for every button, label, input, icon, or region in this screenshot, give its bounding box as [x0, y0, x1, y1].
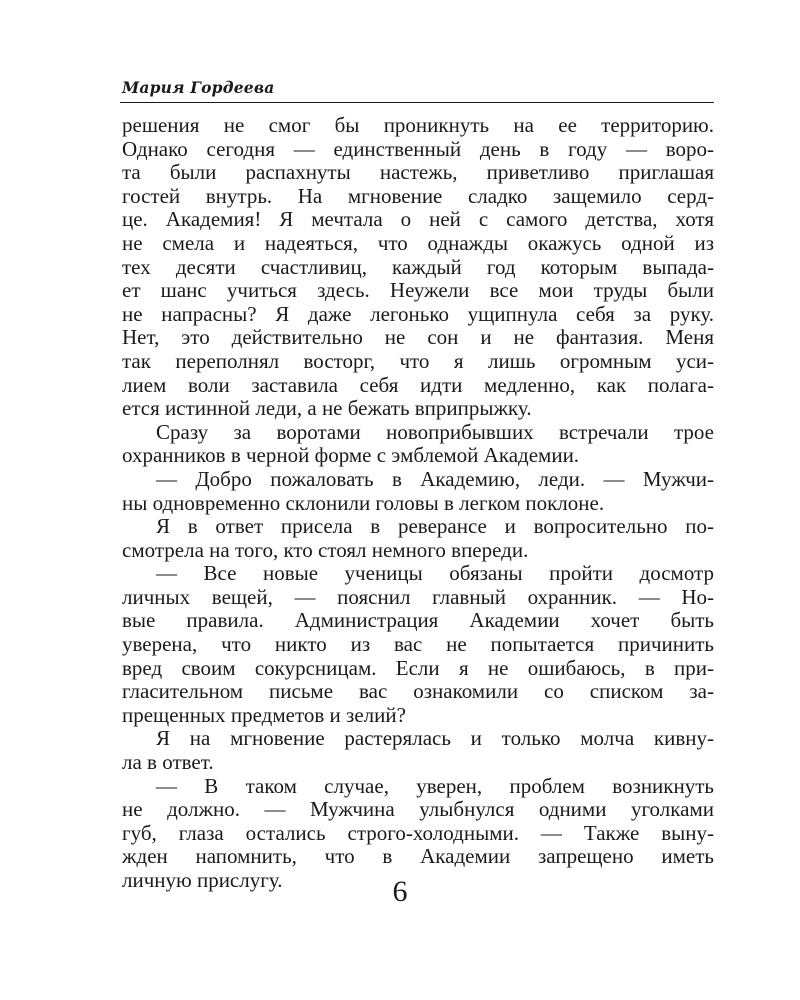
text-line: ла в ответ.: [122, 750, 214, 775]
text-line: гостей внутрь. На мгновение сладко защемило серд-: [122, 183, 714, 208]
text-line: вред своим сокурсницам. Если я не ошибаюсь, в при-: [122, 655, 714, 680]
text-line: — В таком случае, уверен, проблем возникнуть: [156, 773, 714, 798]
text-line: — Добро пожаловать в Академию, леди. — Мужчи-: [156, 466, 714, 491]
body-text: [122, 114, 714, 893]
text-line: губ, глаза остались строго-холодными. — Также выну-: [122, 820, 714, 845]
text-line: Я на мгновение растерялась и только молча кивну-: [156, 726, 714, 751]
text-line: тех десяти счастливиц, каждый год которым выпада-: [122, 254, 714, 279]
text-line: уверена, что никто из вас не попытается причинить: [122, 632, 714, 657]
text-line: та были распахнуты настежь, приветливо приглашая: [122, 160, 714, 185]
running-head: [122, 78, 714, 100]
text-line: личную прислугу.: [122, 868, 283, 892]
text-line: прещенных предметов и зелий?: [122, 702, 406, 727]
text-line: не напрасны? Я даже легонько ущипнула себя за руку.: [122, 301, 714, 326]
text-line: це. Академия! Я мечтала о ней с самого детства, хотя: [122, 207, 714, 232]
text-line: вые правила. Администрация Академии хочет быть: [122, 608, 714, 633]
text-line: жден напомнить, что в Академии запрещено иметь: [122, 844, 714, 869]
text-line: охранников в черной форме с эмблемой Академии.: [122, 443, 580, 468]
text-line: лием воли заставила себя идти медленно, как полага-: [122, 372, 714, 397]
text-line: так переполнял восторг, что я лишь огромным уси-: [122, 348, 714, 373]
text-line: Сразу за воротами новоприбывших встречали трое: [156, 419, 714, 444]
text-line: ется истинной леди, а не бежать вприпрыжку.: [122, 396, 532, 421]
text-line: ны одновременно склонили головы в легком поклоне.: [122, 490, 605, 515]
text-line: смотрела на того, кто стоял немного впереди.: [122, 537, 529, 562]
page-number: 6: [392, 875, 408, 908]
text-line: не смела и надеяться, что однажды окажусь одной из: [122, 230, 714, 255]
header-rule: [120, 102, 714, 103]
text-line: Нет, это действительно не сон и не фантазия. Меня: [122, 325, 714, 350]
text-line: гласительном письме вас ознакомили со списком за-: [122, 679, 714, 704]
author-name: Мария Гордеева: [122, 78, 275, 97]
text-line: ет шанс учиться здесь. Неужели все мои труды были: [122, 278, 714, 303]
text-line: — Все новые ученицы обязаны пройти досмотр: [156, 561, 714, 586]
text-line: личных вещей, — пояснил главный охранник. — Но-: [122, 584, 714, 609]
text-line: Я в ответ присела в реверансе и вопросительно по-: [156, 514, 714, 539]
text-line: Однако сегодня — единственный день в году — воро-: [122, 136, 714, 161]
text-line: не должно. — Мужчина улыбнулся одними уголками: [122, 797, 714, 822]
text-line: решения не смог бы проникнуть на ее территорию.: [122, 113, 714, 137]
